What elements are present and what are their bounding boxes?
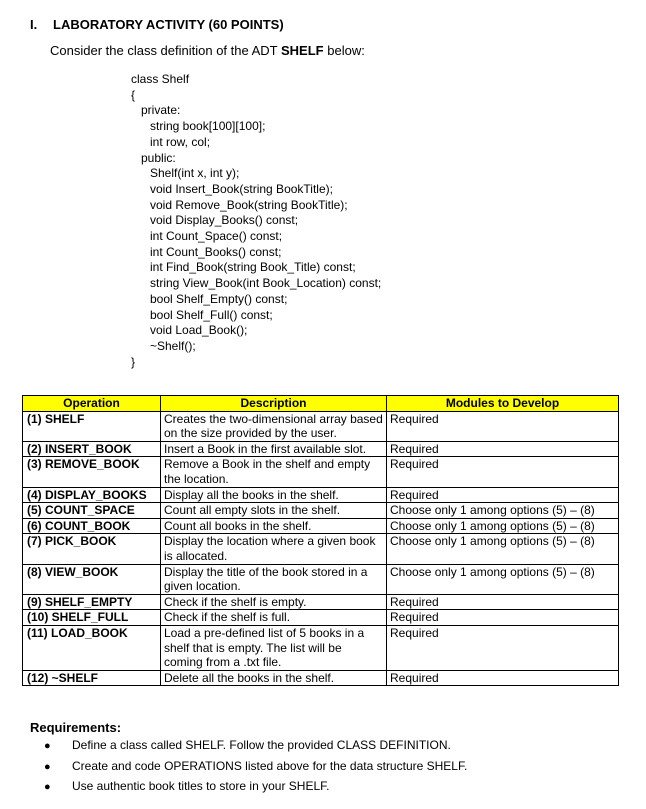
description-cell: Delete all the books in the shelf. bbox=[161, 670, 387, 686]
module-cell: Required bbox=[387, 411, 619, 441]
code-line: string View_Book(int Book_Location) const; bbox=[150, 276, 382, 291]
table-header-row bbox=[23, 396, 619, 412]
module-cell: Required bbox=[387, 670, 619, 686]
code-line: void Remove_Book(string BookTitle); bbox=[150, 197, 348, 212]
table-row bbox=[23, 564, 619, 594]
code-line: class Shelf bbox=[131, 72, 190, 86]
description-cell: Insert a Book in the first available slot. bbox=[161, 441, 387, 457]
code-line: void Insert_Book(string BookTitle); bbox=[150, 181, 333, 196]
description-cell: Display the title of the book stored in a given location. bbox=[161, 564, 387, 594]
code-line: bool Shelf_Full() const; bbox=[150, 307, 273, 322]
operation-cell: (10) SHELF_FULL bbox=[23, 610, 161, 626]
code-line: int Count_Books() const; bbox=[150, 244, 282, 259]
code-line: } bbox=[131, 354, 136, 369]
operation-cell: (5) COUNT_SPACE bbox=[23, 503, 161, 519]
code-line: public: bbox=[141, 150, 176, 165]
module-cell: Required bbox=[387, 441, 619, 457]
section-heading bbox=[30, 17, 284, 32]
adt-name: SHELF bbox=[281, 43, 324, 58]
requirements-title: Requirements: bbox=[30, 720, 122, 735]
intro-prefix: Consider the class definition of the ADT bbox=[50, 43, 281, 58]
table-row bbox=[23, 411, 619, 441]
intro-suffix: below: bbox=[323, 43, 365, 58]
table-row bbox=[23, 625, 619, 670]
bullet-icon: ● bbox=[44, 760, 51, 773]
operation-cell: (8) VIEW_BOOK bbox=[23, 564, 161, 594]
module-cell: Required bbox=[387, 594, 619, 610]
requirement-text: Create and code OPERATIONS listed above for the data structure SHELF. bbox=[72, 758, 468, 773]
module-cell: Required bbox=[387, 487, 619, 503]
module-cell: Choose only 1 among options (5) – (8) bbox=[387, 518, 619, 534]
module-cell: Choose only 1 among options (5) – (8) bbox=[387, 503, 619, 519]
bullet-icon: ● bbox=[44, 781, 51, 793]
code-line: ~Shelf(); bbox=[150, 338, 196, 353]
operation-cell: (1) SHELF bbox=[23, 411, 161, 441]
table-row bbox=[23, 670, 619, 686]
description-cell: Load a pre-defined list of 5 books in a shelf that is empty. The list will be coming from a .txt file. bbox=[161, 625, 387, 670]
requirement-text: Use authentic book titles to store in your SHELF. bbox=[72, 779, 330, 793]
code-line: void Load_Book(); bbox=[150, 323, 248, 338]
table-row bbox=[23, 534, 619, 564]
requirement-item bbox=[44, 756, 467, 777]
description-cell: Count all empty slots in the shelf. bbox=[161, 503, 387, 519]
code-line: Shelf(int x, int y); bbox=[150, 166, 240, 181]
section-title: LABORATORY ACTIVITY (60 POINTS) bbox=[53, 17, 284, 32]
operation-cell: (3) REMOVE_BOOK bbox=[23, 457, 161, 487]
code-line: { bbox=[131, 87, 136, 102]
description-cell: Count all books in the shelf. bbox=[161, 518, 387, 534]
table-row bbox=[23, 594, 619, 610]
header-operation: Operation bbox=[23, 396, 161, 412]
description-cell: Remove a Book in the shelf and empty the location. bbox=[161, 457, 387, 487]
operation-cell: (12) ~SHELF bbox=[23, 670, 161, 686]
operation-cell: (11) LOAD_BOOK bbox=[23, 625, 161, 670]
description-cell: Check if the shelf is full. bbox=[161, 610, 387, 626]
table-row bbox=[23, 503, 619, 519]
header-description: Description bbox=[161, 396, 387, 412]
code-line: int Find_Book(string Book_Title) const; bbox=[150, 260, 356, 275]
requirement-item bbox=[44, 776, 467, 797]
class-definition bbox=[131, 72, 381, 370]
description-cell: Display all the books in the shelf. bbox=[161, 487, 387, 503]
module-cell: Required bbox=[387, 625, 619, 670]
code-line: void Display_Books() const; bbox=[150, 213, 299, 228]
table-row bbox=[23, 610, 619, 626]
module-cell: Choose only 1 among options (5) – (8) bbox=[387, 534, 619, 564]
code-line: int Count_Space() const; bbox=[150, 229, 283, 244]
table-row bbox=[23, 487, 619, 503]
module-cell: Required bbox=[387, 457, 619, 487]
code-line: int row, col; bbox=[150, 134, 211, 149]
intro-text bbox=[50, 43, 365, 58]
description-cell: Creates the two-dimensional array based on the size provided by the user. bbox=[161, 411, 387, 441]
module-cell: Choose only 1 among options (5) – (8) bbox=[387, 564, 619, 594]
module-cell: Required bbox=[387, 610, 619, 626]
operation-cell: (7) PICK_BOOK bbox=[23, 534, 161, 564]
description-cell: Check if the shelf is empty. bbox=[161, 594, 387, 610]
header-modules: Modules to Develop bbox=[387, 396, 619, 412]
operation-cell: (4) DISPLAY_BOOKS bbox=[23, 487, 161, 503]
operation-cell: (9) SHELF_EMPTY bbox=[23, 594, 161, 610]
operations-table bbox=[22, 395, 619, 686]
description-cell: Display the location where a given book is allocated. bbox=[161, 534, 387, 564]
code-line: string book[100][100]; bbox=[150, 119, 266, 134]
section-number: I. bbox=[30, 17, 38, 32]
bullet-icon: ● bbox=[44, 740, 51, 752]
table-row bbox=[23, 457, 619, 487]
table-row bbox=[23, 441, 619, 457]
requirements-list bbox=[44, 735, 467, 797]
requirement-item bbox=[44, 735, 467, 756]
code-line: private: bbox=[141, 103, 181, 118]
code-line: bool Shelf_Empty() const; bbox=[150, 291, 288, 306]
operation-cell: (2) INSERT_BOOK bbox=[23, 441, 161, 457]
requirement-text: Define a class called SHELF. Follow the provided CLASS DEFINITION. bbox=[72, 738, 451, 752]
operation-cell: (6) COUNT_BOOK bbox=[23, 518, 161, 534]
table-row bbox=[23, 518, 619, 534]
